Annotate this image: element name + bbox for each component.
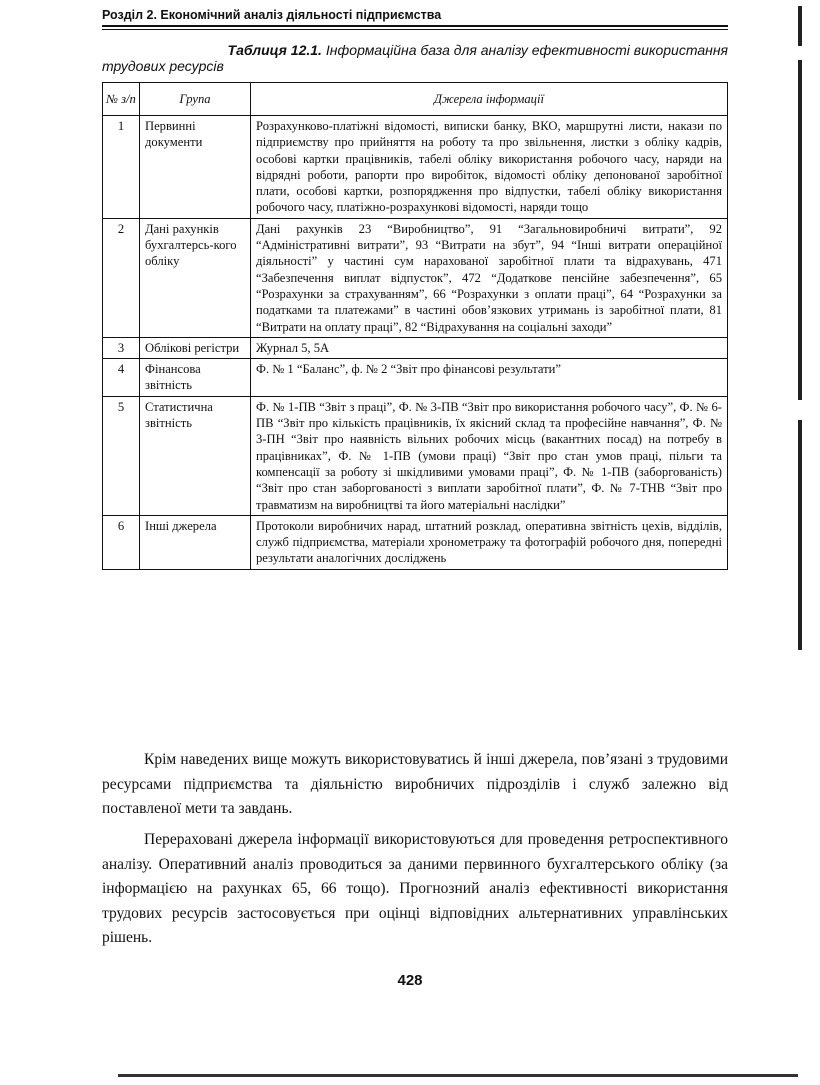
row-group: Облікові регістри <box>140 337 251 358</box>
table-header-row <box>103 83 728 116</box>
row-group: Дані рахунків бухгалтерсь-кого обліку <box>140 218 251 337</box>
header-group: Група <box>140 83 251 116</box>
row-number: 3 <box>103 337 140 358</box>
body-paragraph-2: Перераховані джерела інформації використовуються для проведення ретроспективного аналізу. Оперативний аналіз проводиться за даними первинного бухгалтерського обліку (за інформацією на рахунках 65, 66 тощо). Прогнозний аналіз ефективності використання трудових ресурсів застосовується при оцінці відповідних альтернативних управлінських рішень. <box>102 831 728 946</box>
scan-bottom-edge <box>118 1074 798 1077</box>
scan-edge-mark <box>798 420 802 650</box>
row-sources: Ф. № 1-ПВ “Звіт з праці”, Ф. № 3-ПВ “Звіт про використання робочого часу”, Ф. № 6-ПВ “Звіт про кількість працівників, їх якісний склад та професійне навчання”, Ф. № 3-ПН “Звіт про наявність вільних робочих місць (вакантних посад) на потребу в працівниках”, Ф. № 1-ПВ (умови праці) “Звіт про стан умов праці, пільги та компенсації за роботу зі шкідливими умовами праці”, Ф. № 1-ПВ (заборгованість) “Звіт про стан заборгованості з виплати заробітної плати”, Ф. № 7-ТНВ “Звіт про травматизм на виробництві та його матеріальні наслідки” <box>251 396 728 515</box>
row-group: Інші джерела <box>140 515 251 569</box>
table-caption-text-2: трудових ресурсів <box>102 58 224 74</box>
row-sources: Журнал 5, 5А <box>251 337 728 358</box>
row-group: Первинні документи <box>140 116 251 219</box>
body-paragraph-1: Крім наведених вище можуть використовуватись й інші джерела, пов’язані з трудовими ресурсами підприємства та діяльністю виробничих підрозділів і служб залежно від поставленої мети та завдань. <box>102 751 728 817</box>
scan-edge-mark <box>798 6 802 46</box>
table-row <box>103 116 728 219</box>
row-sources: Дані рахунків 23 “Виробництво”, 91 “Загальновиробничі витрати”, 92 “Адміністративні витрати”, 93 “Витрати на збут”, 94 “Інші витрати операційної діяльності” у частині сум нарахованої заробітної плати та відрахувань, 471 “Забезпечення виплат відпусток”, 472 “Додаткове пенсійне забезпечення”, 65 “Розрахунки за страхуванням”, 66 “Розрахунки з оплати праці”, 64 “Розрахунки за податками та платежами” в частині обов’язкових утримань із заробітної плати, 81 “Витрати на оплату праці”, 82 “Відрахування на соціальні заходи” <box>251 218 728 337</box>
row-group: Фінансова звітність <box>140 359 251 397</box>
header-sources: Джерела інформації <box>251 83 728 116</box>
scan-edge-mark <box>798 60 802 400</box>
table-row <box>103 337 728 358</box>
table-caption-text-1: Інформаційна база для аналізу ефективності використання <box>325 42 728 58</box>
row-sources: Ф. № 1 “Баланс”, ф. № 2 “Звіт про фінансові результати” <box>251 359 728 397</box>
table-row <box>103 515 728 569</box>
row-number: 4 <box>103 359 140 397</box>
header-divider <box>102 29 728 30</box>
running-header: Розділ 2. Економічний аналіз діяльності підприємства <box>102 8 728 27</box>
row-number: 6 <box>103 515 140 569</box>
header-number: № з/п <box>103 83 140 116</box>
table-row <box>103 396 728 515</box>
row-number: 1 <box>103 116 140 219</box>
page-number: 428 <box>397 972 423 989</box>
row-sources: Розрахунково-платіжні відомості, виписки банку, ВКО, маршрутні листи, накази по підприємству про прийняття на роботу та про звільнення, листки з обліку кадрів, особові картки працівників, табелі обліку використання робочого часу, наряди на відрядні роботи, рапорти про виробіток, відомості обліку депонованої заробітної плати, особові картки, розпорядження про відпустки, табелі обліку використання робочого часу, платіжно-розрахункові відомості, наряди тощо <box>251 116 728 219</box>
table-row <box>103 359 728 397</box>
row-number: 2 <box>103 218 140 337</box>
row-number: 5 <box>103 396 140 515</box>
information-table <box>102 82 728 570</box>
table-caption-label: Таблиця 12.1. <box>227 42 322 58</box>
row-group: Статистична звітність <box>140 396 251 515</box>
row-sources: Протоколи виробничих нарад, штатний розклад, оперативна звітність цехів, відділів, служб підприємства, матеріали хронометражу та фотографій робочого дня, попередні результати аналогічних досліджень <box>251 515 728 569</box>
table-row <box>103 218 728 337</box>
table-caption <box>102 42 728 74</box>
